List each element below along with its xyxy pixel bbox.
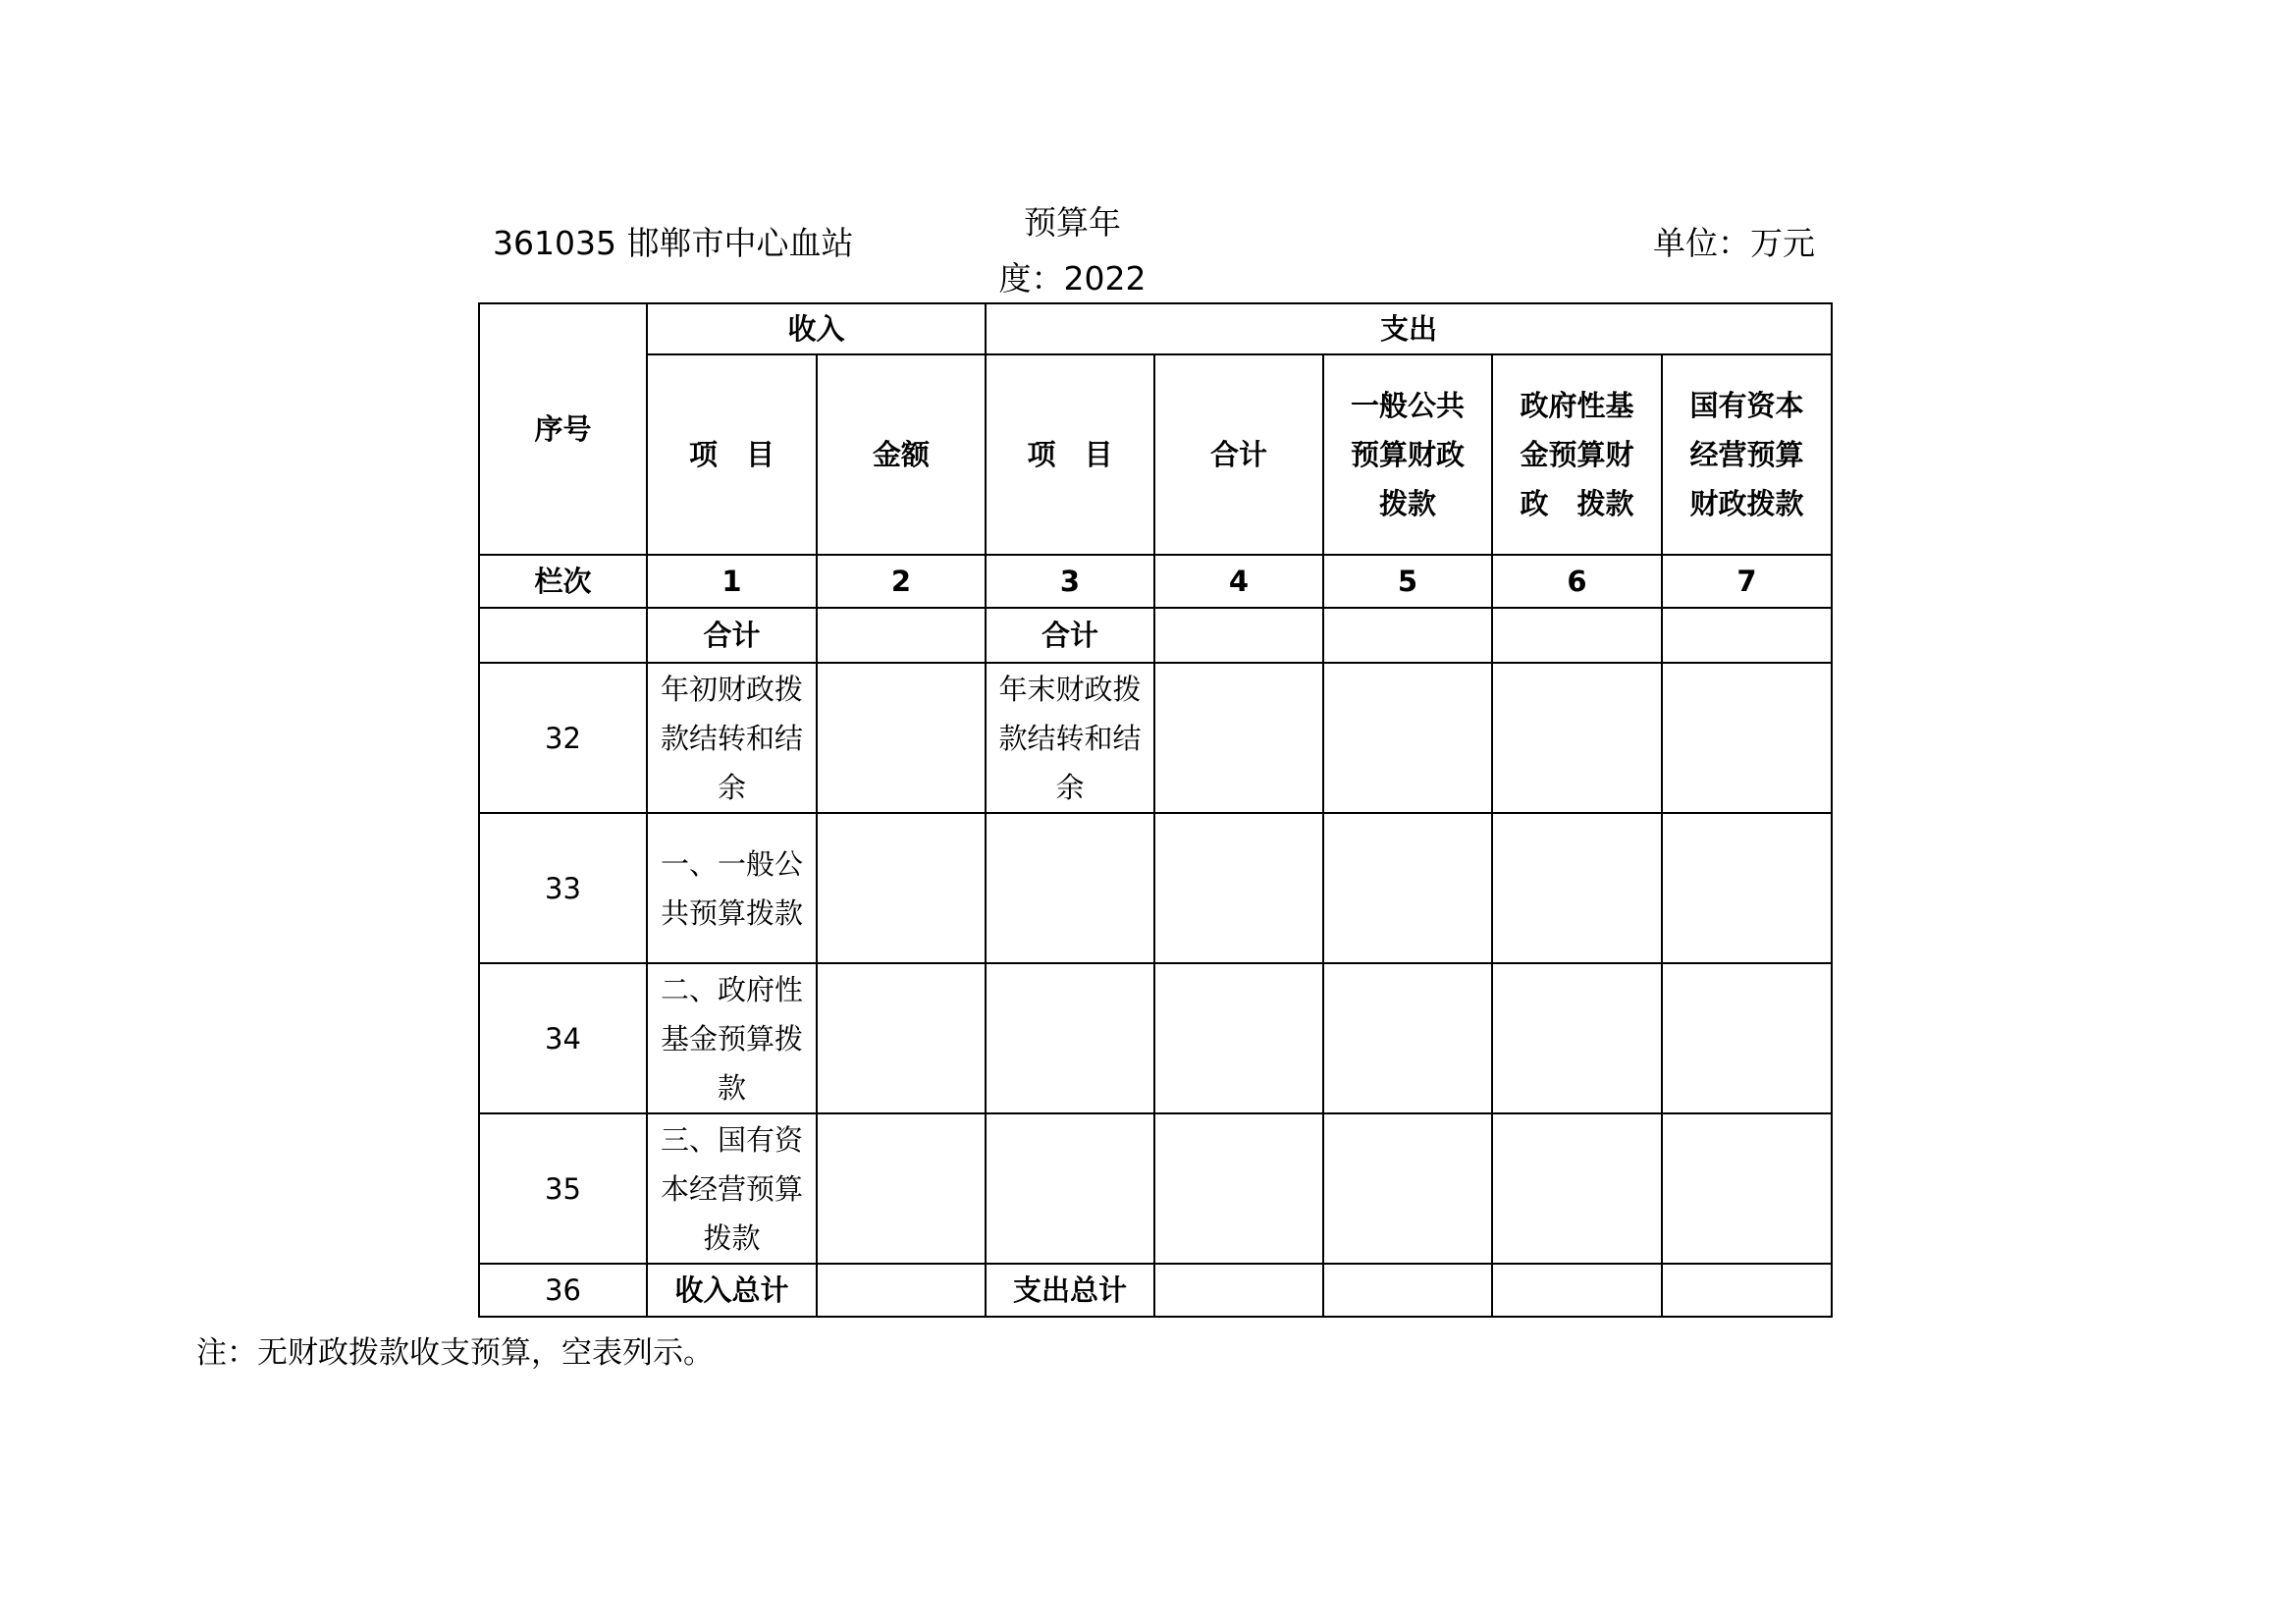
budget-year-line2: 度：2022: [998, 259, 1147, 298]
column-number: 3: [986, 555, 1154, 608]
table-cell: [1662, 1264, 1832, 1317]
table-cell: [1492, 663, 1662, 813]
table-cell: [817, 1264, 986, 1317]
table-cell: [817, 963, 986, 1113]
row-seq: 34: [479, 963, 647, 1113]
table-cell: [1662, 963, 1832, 1113]
income-item: 三、国有资本经营预算拨款: [647, 1113, 817, 1264]
expense-item: [986, 813, 1154, 963]
income-item: 一、一般公共预算拨款: [647, 813, 817, 963]
table-cell: [1492, 1113, 1662, 1264]
state-capital-budget-header: 国有资本经营预算财政拨款: [1662, 354, 1832, 555]
table-cell: [1492, 813, 1662, 963]
column-number: 7: [1662, 555, 1832, 608]
table-cell: [1492, 1264, 1662, 1317]
income-item: 二、政府性基金预算拨款: [647, 963, 817, 1113]
column-number-row: [479, 555, 1832, 608]
table-cell: [817, 1113, 986, 1264]
header-row-2: [479, 354, 1832, 555]
table-cell: [817, 813, 986, 963]
table-cell: [1154, 963, 1323, 1113]
header-row-1: [479, 303, 1832, 354]
table-cell: [817, 663, 986, 813]
table-row: [479, 663, 1832, 813]
expense-item-header: 项 目: [986, 354, 1154, 555]
expense-total-label: 支出总计: [986, 1264, 1154, 1317]
table-cell: [1323, 608, 1492, 663]
general-public-budget-header: 一般公共预算财政拨款: [1323, 354, 1492, 555]
unit-label: 单位：万元: [1653, 224, 1815, 262]
table-row: [479, 963, 1832, 1113]
table-cell: [1323, 663, 1492, 813]
expense-sum-label: 合计: [986, 608, 1154, 663]
budget-year: [991, 194, 1153, 306]
expense-item: [986, 963, 1154, 1113]
table-cell: [1662, 608, 1832, 663]
expense-total-header: 合计: [1154, 354, 1323, 555]
budget-year-line1: 预算年: [1024, 203, 1121, 242]
table-cell: [1323, 963, 1492, 1113]
table-cell: [1662, 813, 1832, 963]
table-cell: [479, 608, 647, 663]
table-cell: [1492, 608, 1662, 663]
table-cell: [1662, 663, 1832, 813]
table-cell: [1154, 1113, 1323, 1264]
income-item-header: 项 目: [647, 354, 817, 555]
column-number: 4: [1154, 555, 1323, 608]
table-cell: [1154, 608, 1323, 663]
column-number: 1: [647, 555, 817, 608]
column-number: 6: [1492, 555, 1662, 608]
table-cell: [1323, 1113, 1492, 1264]
budget-table: [478, 302, 1833, 1318]
column-number-label: 栏次: [479, 555, 647, 608]
income-header: 收入: [647, 303, 986, 354]
table-cell: [1154, 663, 1323, 813]
total-row: [479, 1264, 1832, 1317]
row-seq: 35: [479, 1113, 647, 1264]
table-cell: [1323, 813, 1492, 963]
sum-row: [479, 608, 1832, 663]
seq-header: 序号: [479, 303, 647, 555]
table-cell: [817, 608, 986, 663]
table-cell: [1662, 1113, 1832, 1264]
table-cell: [1323, 1264, 1492, 1317]
table-row: [479, 1113, 1832, 1264]
expense-item: 年末财政拨款结转和结余: [986, 663, 1154, 813]
income-total-label: 收入总计: [647, 1264, 817, 1317]
column-number: 2: [817, 555, 986, 608]
income-item: 年初财政拨款结转和结余: [647, 663, 817, 813]
footnote: 注：无财政拨款收支预算，空表列示。: [196, 1335, 714, 1371]
expense-item: [986, 1113, 1154, 1264]
income-sum-label: 合计: [647, 608, 817, 663]
expense-header: 支出: [986, 303, 1832, 354]
organization-name: 361035 邯郸市中心血站: [493, 224, 854, 262]
gov-fund-budget-header: 政府性基金预算财政 拨款: [1492, 354, 1662, 555]
row-seq: 33: [479, 813, 647, 963]
table-cell: [1492, 963, 1662, 1113]
table-row: [479, 813, 1832, 963]
row-seq: 36: [479, 1264, 647, 1317]
column-number: 5: [1323, 555, 1492, 608]
row-seq: 32: [479, 663, 647, 813]
income-amount-header: 金额: [817, 354, 986, 555]
table-cell: [1154, 813, 1323, 963]
table-cell: [1154, 1264, 1323, 1317]
